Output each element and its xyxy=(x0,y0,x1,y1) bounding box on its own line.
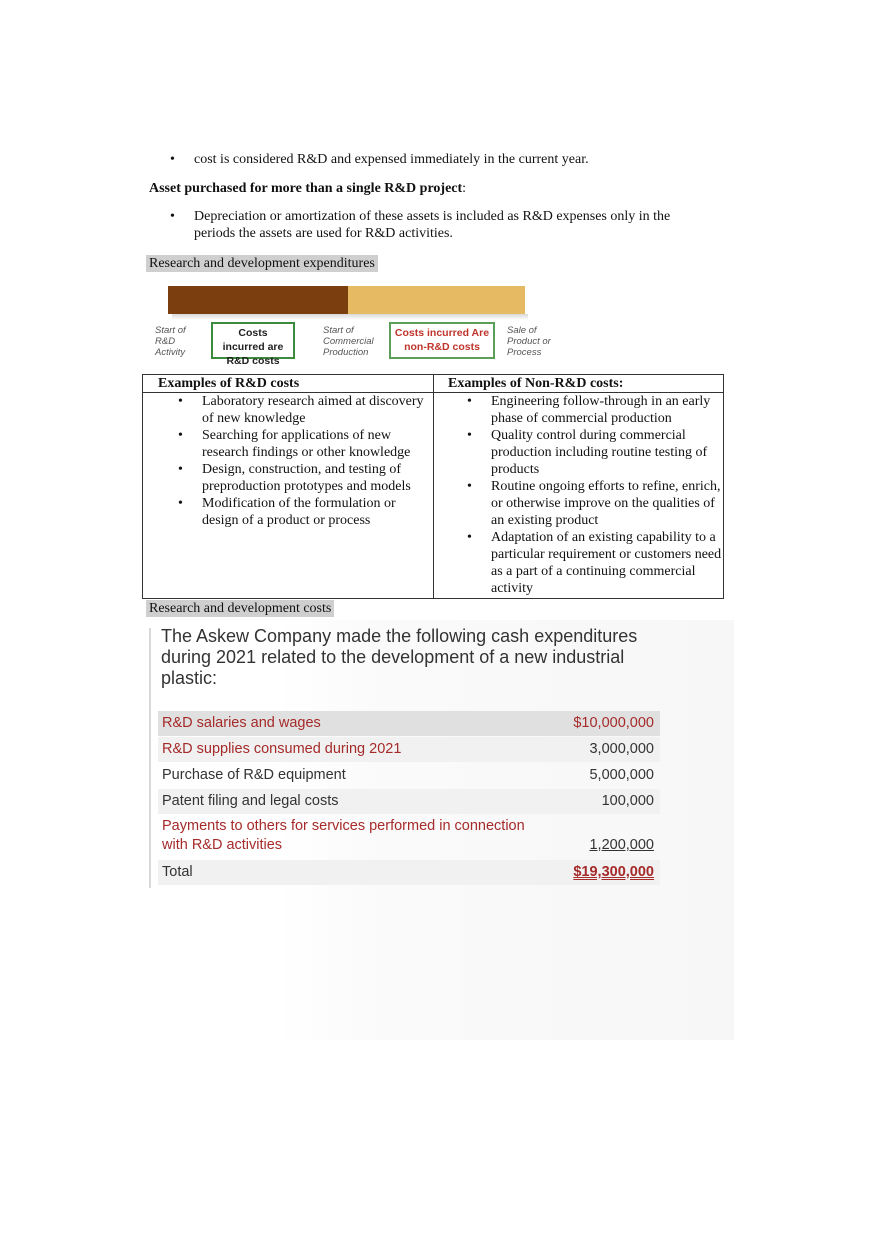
list-item xyxy=(467,393,725,427)
list-item-text: Routine ongoing efforts to refine, enrich, or otherwise improve on the qualities of an existing product xyxy=(491,479,721,528)
list-item-text: Adaptation of an existing capability to a particular requirement or customers need as a part of a continuing commercial activity xyxy=(491,530,722,596)
list-item xyxy=(467,427,725,478)
bullet-text: Depreciation or amortization of these assets is included as R&D expenses only in the periods the assets are used for R&D activities. xyxy=(194,209,671,241)
table-divider xyxy=(433,375,434,598)
askew-left-rule xyxy=(149,628,151,888)
table-row xyxy=(158,789,660,814)
row-amount: 3,000,000 xyxy=(589,741,654,757)
list-item-text: Modification of the formulation or design of a product or process xyxy=(202,496,396,528)
asset-heading-text: Asset purchased for more than a single R&D project xyxy=(149,181,463,196)
row-amount: 100,000 xyxy=(601,793,654,809)
list-item xyxy=(178,427,428,461)
bullet-dot-icon: • xyxy=(170,152,175,167)
rd-examples-list xyxy=(178,393,428,529)
askew-example xyxy=(149,620,734,1040)
timeline-non-rd-bar xyxy=(348,286,525,314)
bullet-dot-icon: • xyxy=(178,394,183,409)
row-label: Purchase of R&D equipment xyxy=(162,767,346,783)
table-row xyxy=(158,815,660,859)
row-label: with R&D activities xyxy=(162,837,283,853)
bullet-dot-icon: • xyxy=(178,462,183,477)
row-amount: 1,200,000 xyxy=(589,837,654,853)
non-rd-examples-header: Examples of Non-R&D costs: xyxy=(448,376,624,391)
section-title-text: Research and development costs xyxy=(146,600,334,617)
bullet-dot-icon: • xyxy=(178,428,183,443)
asset-heading xyxy=(149,180,466,197)
row-label: Patent filing and legal costs xyxy=(162,793,339,809)
table-row xyxy=(158,737,660,762)
timeline-rd-bar xyxy=(168,286,348,314)
section-title-costs xyxy=(146,599,334,617)
askew-intro: The Askew Company made the following cash expenditures during 2021 related to the development of a new industrial plastic: xyxy=(161,626,638,688)
section-title-text: Research and development expenditures xyxy=(146,255,378,272)
row-amount: $10,000,000 xyxy=(573,715,654,731)
row-label: R&D supplies consumed during 2021 xyxy=(162,741,402,757)
timeline-rd-costs-box: Costs incurred are R&D costs xyxy=(211,322,295,359)
list-item-text: Design, construction, and testing of preproduction prototypes and models xyxy=(202,462,411,494)
timeline-sale-label: Sale of Product or Process xyxy=(507,325,551,358)
list-item-text: Quality control during commercial production including routine testing of products xyxy=(491,428,708,477)
bullet-text: cost is considered R&D and expensed immediately in the current year. xyxy=(194,152,589,167)
list-item xyxy=(178,461,428,495)
list-item xyxy=(178,495,428,529)
timeline-start-commercial-label: Start of Commercial Production xyxy=(323,325,374,358)
list-item-text: Searching for applications of new research findings or other knowledge xyxy=(202,428,411,460)
row-amount: $19,300,000 xyxy=(573,864,654,880)
row-label: Total xyxy=(162,864,193,880)
list-item xyxy=(467,478,725,529)
bullet-dot-icon: • xyxy=(467,428,472,443)
list-item xyxy=(467,529,725,597)
row-label: R&D salaries and wages xyxy=(162,715,321,731)
timeline-start-rd-label: Start of R&D Activity xyxy=(155,325,186,358)
timeline-non-rd-costs-box: Costs incurred Are non-R&D costs xyxy=(389,322,495,359)
bullet-dot-icon: • xyxy=(467,479,472,494)
rd-examples-header: Examples of R&D costs xyxy=(158,376,300,391)
section-title-expenditures xyxy=(146,254,378,272)
row-amount: 5,000,000 xyxy=(589,767,654,783)
bullet-dot-icon: • xyxy=(467,530,472,545)
examples-table xyxy=(142,374,724,599)
timeline-shadow xyxy=(172,314,528,320)
bullet-dot-icon: • xyxy=(178,496,183,511)
asset-heading-colon: : xyxy=(462,181,467,196)
bullet-dot-icon: • xyxy=(170,209,175,224)
row-label: Payments to others for services performed in connection xyxy=(162,818,525,834)
list-item-text: Laboratory research aimed at discovery of new knowledge xyxy=(202,394,424,426)
bullet-dot-icon: • xyxy=(467,394,472,409)
table-row xyxy=(158,711,660,736)
table-row xyxy=(158,763,660,788)
table-row xyxy=(158,860,660,885)
list-item xyxy=(178,393,428,427)
list-item-text: Engineering follow-through in an early phase of commercial production xyxy=(491,394,711,426)
non-rd-examples-list xyxy=(467,393,725,597)
